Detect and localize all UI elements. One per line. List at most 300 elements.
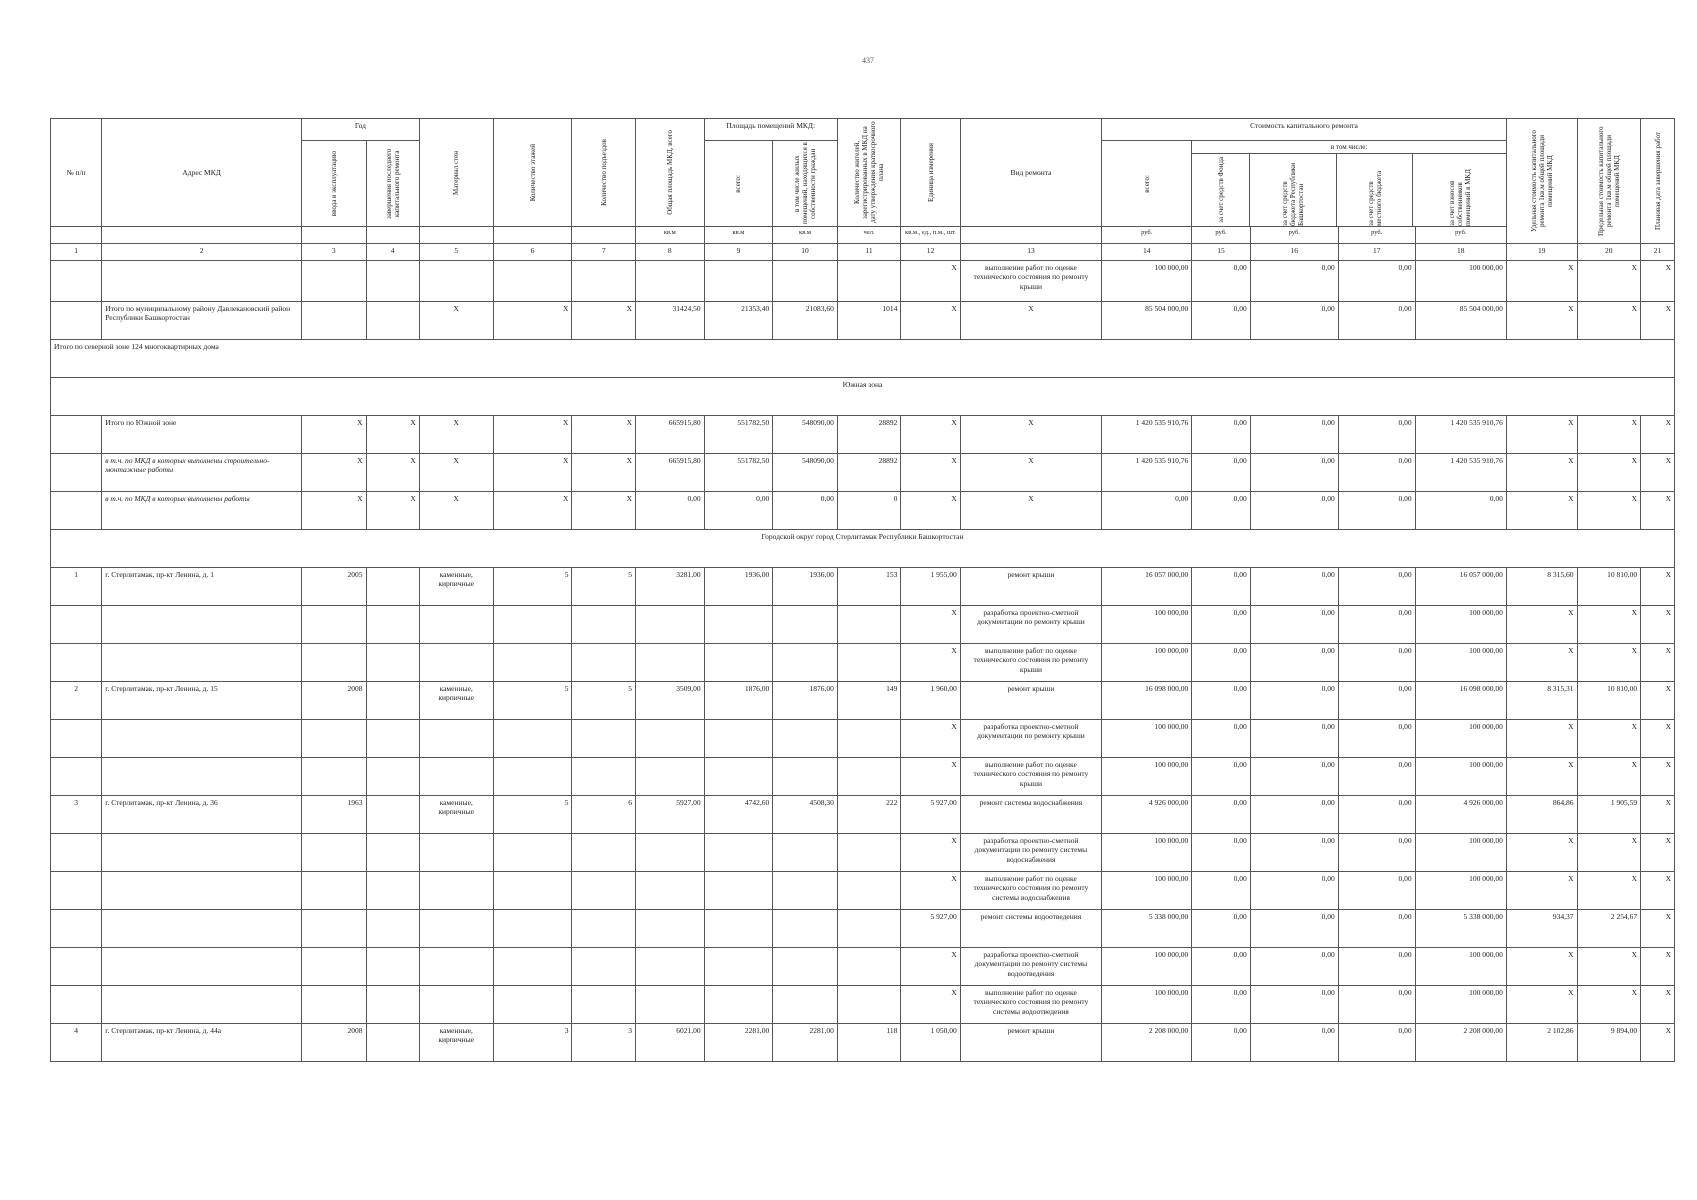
- column-number: 5: [419, 244, 493, 261]
- cell-col-12: 5 927,00: [901, 796, 960, 834]
- cell-col-17: 0,00: [1338, 492, 1415, 530]
- row-label: в т.ч. по МКД в которых выполнены строительно-монтажные работы: [102, 454, 302, 492]
- cell-col-13: разработка проектно-сметной документации по ремонту крыши: [960, 606, 1101, 644]
- unit-rub-3: руб.: [1250, 227, 1338, 244]
- cell-col-10: [773, 910, 838, 948]
- cell-col-9: 1936,00: [704, 568, 773, 606]
- cell-col-13: ремонт крыши: [960, 682, 1101, 720]
- cell-col-8: [635, 872, 704, 910]
- cell-col-18: 1 420 535 910,76: [1415, 416, 1506, 454]
- cell-col-13: выполнение работ по оценке технического состояния по ремонту системы водоснабжения: [960, 872, 1101, 910]
- cell-col-21: X: [1641, 568, 1675, 606]
- cell-col-3: [302, 948, 367, 986]
- cell-col-1: [51, 606, 102, 644]
- cell-col-7: X: [572, 492, 636, 530]
- cell-col-17: 0,00: [1338, 1024, 1415, 1062]
- cell-col-18: 100 000,00: [1415, 644, 1506, 682]
- cell-col-10: [773, 720, 838, 758]
- cell-col-13: выполнение работ по оценке технического состояния по ремонту крыши: [960, 758, 1101, 796]
- cell-col-9: 551782,50: [704, 416, 773, 454]
- cell-col-18: 100 000,00: [1415, 720, 1506, 758]
- zone-title: Южная зона: [51, 378, 1675, 416]
- cell-col-20: X: [1577, 986, 1641, 1024]
- cell-col-14: 100 000,00: [1102, 644, 1192, 682]
- cell-col-4: [366, 834, 419, 872]
- cell-col-12: 1 050,00: [901, 1024, 960, 1062]
- cell-col-11: [837, 720, 901, 758]
- cell-col-12: X: [901, 492, 960, 530]
- cell-col-7: X: [572, 416, 636, 454]
- cell-col-11: [837, 758, 901, 796]
- cell-col-4: [366, 796, 419, 834]
- row-label: [102, 910, 302, 948]
- unit-rub-2: руб.: [1192, 227, 1250, 244]
- cell-col-1: [51, 492, 102, 530]
- cell-col-9: [704, 758, 773, 796]
- table-row: [51, 720, 1675, 758]
- cell-col-19: X: [1506, 872, 1577, 910]
- header-premises-residential: в том числе жилых помещений, находящихся в собственности граждан: [773, 141, 838, 227]
- cell-col-20: X: [1577, 644, 1641, 682]
- unit-area: кв.м: [635, 227, 704, 244]
- cell-col-7: [572, 948, 636, 986]
- cell-col-12: X: [901, 644, 960, 682]
- cell-col-12: X: [901, 948, 960, 986]
- cell-col-1: [51, 720, 102, 758]
- cell-col-5: [419, 606, 493, 644]
- cell-col-10: [773, 948, 838, 986]
- cell-col-8: [635, 606, 704, 644]
- cell-col-7: 5: [572, 682, 636, 720]
- row-label: [102, 948, 302, 986]
- table-row: [51, 948, 1675, 986]
- cell-col-19: X: [1506, 492, 1577, 530]
- cell-col-4: [366, 302, 419, 340]
- cell-col-9: [704, 986, 773, 1024]
- cell-col-8: 31424,50: [635, 302, 704, 340]
- cell-col-8: [635, 720, 704, 758]
- district-title: Городской округ город Стерлитамак Республики Башкортостан: [51, 530, 1675, 568]
- cell-col-4: [366, 910, 419, 948]
- cell-col-11: 1014: [837, 302, 901, 340]
- cell-col-21: X: [1641, 910, 1675, 948]
- cell-col-4: [366, 986, 419, 1024]
- cell-col-5: каменные, кирпичные: [419, 568, 493, 606]
- cell-col-6: [493, 834, 572, 872]
- cell-col-21: X: [1641, 948, 1675, 986]
- cell-col-1: [51, 644, 102, 682]
- cell-col-5: каменные, кирпичные: [419, 1024, 493, 1062]
- cell-col-6: 5: [493, 682, 572, 720]
- cell-col-6: [493, 986, 572, 1024]
- column-number: 16: [1250, 244, 1338, 261]
- row-label: Итого по муниципальному району Давлекановский район Республики Башкортостан: [102, 302, 302, 340]
- cell-col-15: 0,00: [1192, 492, 1250, 530]
- cell-col-9: 21353,40: [704, 302, 773, 340]
- cell-col-1: 3: [51, 796, 102, 834]
- cell-col-15: 0,00: [1192, 758, 1250, 796]
- cell-col-5: [419, 261, 493, 302]
- cell-col-13: X: [960, 302, 1101, 340]
- cell-col-4: [366, 682, 419, 720]
- cell-col-14: 100 000,00: [1102, 720, 1192, 758]
- cell-col-15: 0,00: [1192, 948, 1250, 986]
- cell-col-7: [572, 261, 636, 302]
- table-row: [51, 986, 1675, 1024]
- cell-col-21: X: [1641, 492, 1675, 530]
- row-label: [102, 872, 302, 910]
- cell-col-3: [302, 302, 367, 340]
- table-row: [51, 492, 1675, 530]
- summary-note: Итого по северной зоне 124 многоквартирных дома: [51, 340, 1675, 378]
- table-row: [51, 454, 1675, 492]
- column-number: 7: [572, 244, 636, 261]
- cell-col-8: 3281,00: [635, 568, 704, 606]
- cell-col-6: X: [493, 416, 572, 454]
- cell-col-14: 4 926 000,00: [1102, 796, 1192, 834]
- cell-col-15: 0,00: [1192, 910, 1250, 948]
- row-label: г. Стерлитамак, пр-кт Ленина, д. 15: [102, 682, 302, 720]
- cell-col-8: 665915,80: [635, 416, 704, 454]
- cell-col-6: 3: [493, 1024, 572, 1062]
- cell-col-5: [419, 720, 493, 758]
- cell-col-8: [635, 910, 704, 948]
- header-year-group: Год: [302, 119, 420, 141]
- cell-col-19: X: [1506, 302, 1577, 340]
- cell-col-16: 0,00: [1250, 416, 1338, 454]
- cell-col-5: каменные, кирпичные: [419, 796, 493, 834]
- header-cost-local: за счет средств местного бюджета: [1337, 154, 1413, 226]
- table-row: [51, 872, 1675, 910]
- cell-col-16: 0,00: [1250, 568, 1338, 606]
- table-row: [51, 416, 1675, 454]
- cell-col-15: 0,00: [1192, 720, 1250, 758]
- cell-col-13: ремонт крыши: [960, 568, 1101, 606]
- cell-col-5: [419, 948, 493, 986]
- cell-col-21: X: [1641, 872, 1675, 910]
- cell-col-20: X: [1577, 302, 1641, 340]
- unit-area-3: кв.м: [773, 227, 838, 244]
- cell-col-9: [704, 948, 773, 986]
- row-label: [102, 606, 302, 644]
- cell-col-3: 2008: [302, 1024, 367, 1062]
- cell-col-19: X: [1506, 416, 1577, 454]
- cell-col-1: [51, 302, 102, 340]
- row-label: в т.ч. по МКД в которых выполнены работы: [102, 492, 302, 530]
- cell-col-11: [837, 834, 901, 872]
- cell-col-7: [572, 986, 636, 1024]
- header-total-area: Общая площадь МКД, всего: [635, 119, 704, 227]
- cell-col-17: 0,00: [1338, 986, 1415, 1024]
- cell-col-16: 0,00: [1250, 606, 1338, 644]
- cell-col-19: X: [1506, 986, 1577, 1024]
- header-residents: Количество жителей, зарегистрированных в МКД на дату утверждения краткосрочного плана: [837, 119, 901, 227]
- cell-col-3: X: [302, 454, 367, 492]
- cell-col-16: 0,00: [1250, 758, 1338, 796]
- cell-col-16: 0,00: [1250, 834, 1338, 872]
- cell-col-6: [493, 948, 572, 986]
- cell-col-11: 28892: [837, 416, 901, 454]
- cell-col-19: 8 315,31: [1506, 682, 1577, 720]
- cell-col-14: 16 057 000,00: [1102, 568, 1192, 606]
- cell-col-17: 0,00: [1338, 720, 1415, 758]
- cell-col-19: 934,37: [1506, 910, 1577, 948]
- cell-col-21: X: [1641, 986, 1675, 1024]
- cell-col-18: 2 208 000,00: [1415, 1024, 1506, 1062]
- cell-col-19: X: [1506, 758, 1577, 796]
- cell-col-20: X: [1577, 261, 1641, 302]
- cell-col-5: каменные, кирпичные: [419, 682, 493, 720]
- table-row: [51, 758, 1675, 796]
- cell-col-12: X: [901, 986, 960, 1024]
- cell-col-17: 0,00: [1338, 758, 1415, 796]
- cell-col-15: 0,00: [1192, 416, 1250, 454]
- cell-col-21: X: [1641, 261, 1675, 302]
- cell-col-1: 2: [51, 682, 102, 720]
- cell-col-12: X: [901, 872, 960, 910]
- cell-col-1: 1: [51, 568, 102, 606]
- cell-col-17: 0,00: [1338, 910, 1415, 948]
- cell-col-9: 4742,60: [704, 796, 773, 834]
- cell-col-10: [773, 606, 838, 644]
- cell-col-16: 0,00: [1250, 644, 1338, 682]
- cell-col-8: [635, 758, 704, 796]
- column-number: 18: [1415, 244, 1506, 261]
- cell-col-13: разработка проектно-сметной документации по ремонту системы водоснабжения: [960, 834, 1101, 872]
- table-row: [51, 1024, 1675, 1062]
- cell-col-16: 0,00: [1250, 910, 1338, 948]
- cell-col-7: [572, 758, 636, 796]
- cell-col-12: X: [901, 261, 960, 302]
- cell-col-7: [572, 606, 636, 644]
- cell-col-17: 0,00: [1338, 302, 1415, 340]
- column-number: 20: [1577, 244, 1641, 261]
- column-number: 1: [51, 244, 102, 261]
- cell-col-4: [366, 568, 419, 606]
- cell-col-9: [704, 644, 773, 682]
- header-unit: Единица измерения: [901, 119, 960, 227]
- header-cost-owners: за счет взносов собственников помещений в МКД: [1447, 169, 1472, 226]
- cell-col-5: [419, 644, 493, 682]
- cell-col-17: 0,00: [1338, 261, 1415, 302]
- cell-col-10: [773, 758, 838, 796]
- cell-col-18: 100 000,00: [1415, 834, 1506, 872]
- row-label: Итого по Южной зоне: [102, 416, 302, 454]
- cell-col-21: X: [1641, 644, 1675, 682]
- cell-col-18: 100 000,00: [1415, 872, 1506, 910]
- cell-col-15: 0,00: [1192, 606, 1250, 644]
- cell-col-6: X: [493, 302, 572, 340]
- cell-col-19: 8 315,60: [1506, 568, 1577, 606]
- column-number: 2: [102, 244, 302, 261]
- cell-col-10: 0,00: [773, 492, 838, 530]
- cell-col-9: [704, 872, 773, 910]
- cell-col-7: 5: [572, 568, 636, 606]
- cell-col-10: [773, 834, 838, 872]
- header-incl: в том числе:: [1192, 141, 1506, 154]
- cell-col-1: [51, 986, 102, 1024]
- cell-col-18: 100 000,00: [1415, 606, 1506, 644]
- cell-col-3: [302, 758, 367, 796]
- header-cost-republic: за счет средств бюджета Республики Башкортостан: [1250, 154, 1337, 226]
- units-row: [51, 227, 1675, 244]
- header-plan-date: Плановая дата завершения работ: [1641, 119, 1675, 244]
- cell-col-16: 0,00: [1250, 720, 1338, 758]
- cell-col-17: 0,00: [1338, 644, 1415, 682]
- cell-col-19: X: [1506, 261, 1577, 302]
- cell-col-14: 85 504 000,00: [1102, 302, 1192, 340]
- cell-col-18: 4 926 000,00: [1415, 796, 1506, 834]
- cell-col-6: 5: [493, 568, 572, 606]
- cell-col-1: [51, 948, 102, 986]
- cell-col-19: 864,86: [1506, 796, 1577, 834]
- cell-col-12: 1 960,00: [901, 682, 960, 720]
- cell-col-18: 5 338 000,00: [1415, 910, 1506, 948]
- cell-col-3: 1963: [302, 796, 367, 834]
- cell-col-7: [572, 720, 636, 758]
- header-wall-material: Материал стен: [419, 119, 493, 227]
- unit-rub-1: руб.: [1102, 227, 1192, 244]
- cell-col-8: [635, 986, 704, 1024]
- cell-col-15: 0,00: [1192, 1024, 1250, 1062]
- table-row: [51, 834, 1675, 872]
- cell-col-14: 5 338 000,00: [1102, 910, 1192, 948]
- row-label: г. Стерлитамак, пр-кт Ленина, д. 1: [102, 568, 302, 606]
- cell-col-11: [837, 606, 901, 644]
- cell-col-4: [366, 261, 419, 302]
- header-floors: Количество этажей: [493, 119, 572, 227]
- cell-col-5: [419, 758, 493, 796]
- cell-col-9: 2281,00: [704, 1024, 773, 1062]
- cell-col-3: X: [302, 492, 367, 530]
- cell-col-7: [572, 834, 636, 872]
- cell-col-3: 2005: [302, 568, 367, 606]
- cell-col-15: 0,00: [1192, 682, 1250, 720]
- cell-col-12: 1 955,00: [901, 568, 960, 606]
- cell-col-4: X: [366, 454, 419, 492]
- table-row: [51, 302, 1675, 340]
- unit-people: чел.: [837, 227, 901, 244]
- cell-col-14: 100 000,00: [1102, 834, 1192, 872]
- cell-col-4: [366, 644, 419, 682]
- cell-col-12: 5 927,00: [901, 910, 960, 948]
- cell-col-20: X: [1577, 492, 1641, 530]
- header-cost-fund: за счет средств Фонда: [1192, 154, 1250, 226]
- cell-col-9: [704, 720, 773, 758]
- cell-col-20: 10 810,00: [1577, 568, 1641, 606]
- cell-col-16: 0,00: [1250, 492, 1338, 530]
- cell-col-17: 0,00: [1338, 416, 1415, 454]
- cell-col-17: 0,00: [1338, 834, 1415, 872]
- table-row: [51, 530, 1675, 568]
- cell-col-4: [366, 606, 419, 644]
- cell-col-15: 0,00: [1192, 986, 1250, 1024]
- cell-col-18: 16 098 000,00: [1415, 682, 1506, 720]
- cell-col-5: [419, 872, 493, 910]
- cell-col-21: X: [1641, 1024, 1675, 1062]
- cell-col-20: X: [1577, 606, 1641, 644]
- cell-col-18: 85 504 000,00: [1415, 302, 1506, 340]
- cell-col-19: X: [1506, 606, 1577, 644]
- cell-col-15: 0,00: [1192, 261, 1250, 302]
- cell-col-5: [419, 834, 493, 872]
- cell-col-11: 153: [837, 568, 901, 606]
- cell-col-21: X: [1641, 796, 1675, 834]
- cell-col-6: [493, 644, 572, 682]
- cell-col-18: 100 000,00: [1415, 986, 1506, 1024]
- cell-col-9: 1876,00: [704, 682, 773, 720]
- header-col-address: Адрес МКД: [102, 119, 302, 227]
- cell-col-14: 100 000,00: [1102, 758, 1192, 796]
- cell-col-11: [837, 948, 901, 986]
- cell-col-15: 0,00: [1192, 796, 1250, 834]
- header-cost-total: всего:: [1102, 141, 1192, 227]
- cell-col-3: [302, 644, 367, 682]
- row-label: [102, 834, 302, 872]
- table-body: [51, 261, 1675, 1062]
- header-col-num: № п/п: [51, 119, 102, 227]
- cell-col-17: 0,00: [1338, 796, 1415, 834]
- cell-col-16: 0,00: [1250, 454, 1338, 492]
- cell-col-1: [51, 261, 102, 302]
- cell-col-10: 21083,60: [773, 302, 838, 340]
- cell-col-17: 0,00: [1338, 872, 1415, 910]
- cell-col-1: [51, 454, 102, 492]
- cell-col-9: [704, 834, 773, 872]
- cell-col-21: X: [1641, 834, 1675, 872]
- cell-col-10: 1936,00: [773, 568, 838, 606]
- cell-col-4: [366, 720, 419, 758]
- cell-col-19: 2 102,86: [1506, 1024, 1577, 1062]
- cell-col-3: [302, 986, 367, 1024]
- cell-col-14: 1 420 535 910,76: [1102, 416, 1192, 454]
- column-number: 14: [1102, 244, 1192, 261]
- cell-col-1: [51, 416, 102, 454]
- cell-col-16: 0,00: [1250, 1024, 1338, 1062]
- table-row: [51, 644, 1675, 682]
- cell-col-15: 0,00: [1192, 644, 1250, 682]
- cell-col-6: 5: [493, 796, 572, 834]
- cell-col-21: X: [1641, 758, 1675, 796]
- cell-col-10: 548090,00: [773, 416, 838, 454]
- cell-col-21: X: [1641, 682, 1675, 720]
- cell-col-5: X: [419, 302, 493, 340]
- cell-col-7: 3: [572, 1024, 636, 1062]
- column-number: 21: [1641, 244, 1675, 261]
- table-row: [51, 606, 1675, 644]
- cell-col-8: [635, 644, 704, 682]
- cell-col-21: X: [1641, 416, 1675, 454]
- cell-col-13: X: [960, 492, 1101, 530]
- cell-col-8: [635, 261, 704, 302]
- cell-col-11: [837, 872, 901, 910]
- cell-col-18: 100 000,00: [1415, 948, 1506, 986]
- cell-col-16: 0,00: [1250, 302, 1338, 340]
- cell-col-9: [704, 910, 773, 948]
- cell-col-15: 0,00: [1192, 302, 1250, 340]
- cell-col-5: [419, 910, 493, 948]
- cell-col-8: 5927,00: [635, 796, 704, 834]
- column-number: 8: [635, 244, 704, 261]
- cell-col-1: [51, 758, 102, 796]
- cell-col-11: 118: [837, 1024, 901, 1062]
- cell-col-14: 100 000,00: [1102, 261, 1192, 302]
- cell-col-6: [493, 261, 572, 302]
- unit-units: кв.м., ед., п.м., шт.: [901, 227, 960, 244]
- cell-col-6: X: [493, 454, 572, 492]
- cell-col-11: 222: [837, 796, 901, 834]
- cell-col-8: [635, 834, 704, 872]
